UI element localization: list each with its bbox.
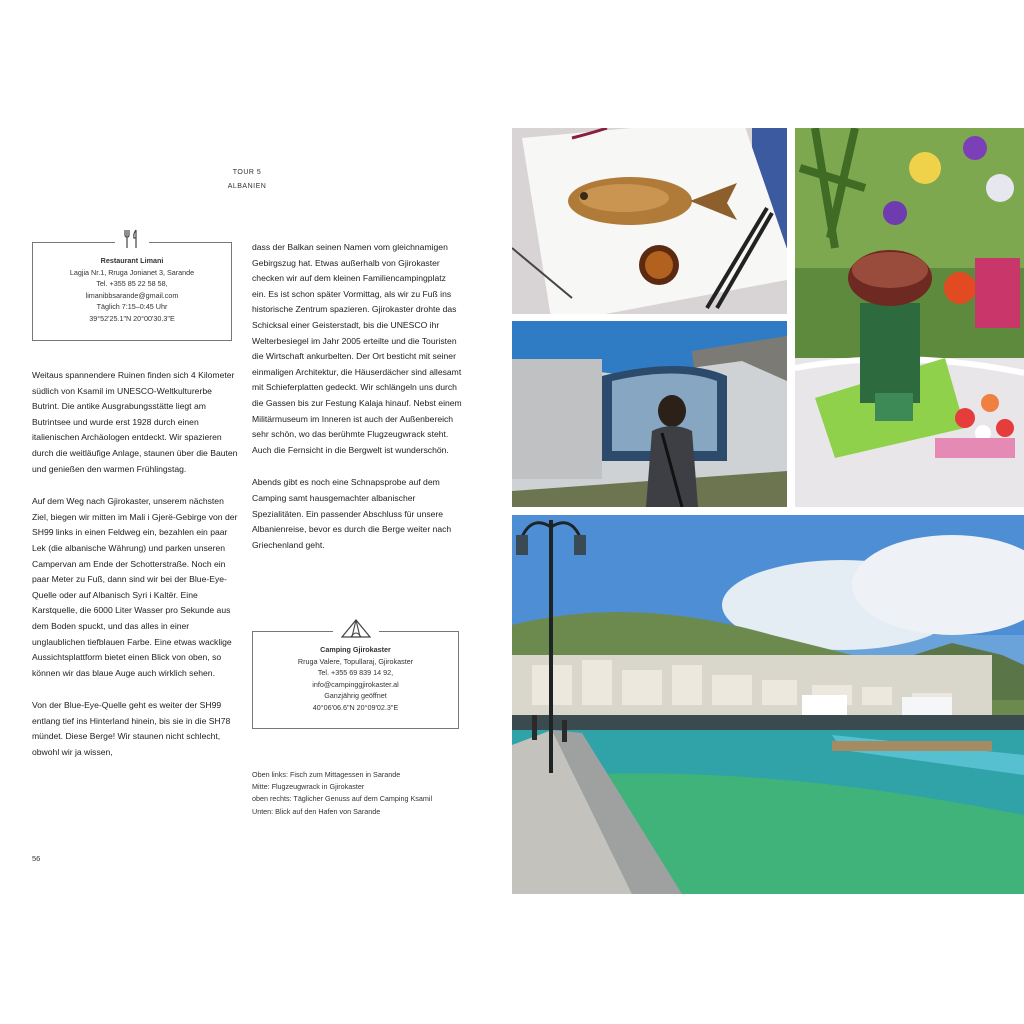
restaurant-email: limanibbsarande@gmail.com [85,290,179,300]
running-head-tour: TOUR 5 [232,169,262,176]
grilled-fish-photo [512,128,787,314]
restaurant-hours: Täglich 7:15–0:45 Uhr [96,302,168,311]
restaurant-phone: Tel. +355 85 22 58 58, [96,279,168,288]
dessert-table-photo [795,128,1024,507]
body-paragraph: Weitaus spannendere Ruinen finden sich 4 Kilometer südlich von Ksamil im UNESCO-Weltkulturerbe Butrint. Die antike Ausgrabungsstätte liegt am Butrintsee und wurde erst 1928 durch einen italienischen Archäologen entdeckt. Wir spazieren durch die weitläufige Anlage, staunen über die Bauten und genießen den warmen Frühlingstag. [32,370,238,474]
running-head-region: ALBANIEN [227,183,267,190]
left-text-column [32,368,240,778]
caption-middle: Mitte: Flugzeugwrack in Gjirokaster [252,782,365,792]
restaurant-info-box [32,242,232,341]
running-head [212,166,282,194]
camping-name: Camping Gjirokaster [320,645,391,654]
tent-icon [333,616,379,640]
camping-phone: Tel. +355 69 839 14 92, [317,668,394,677]
sarande-harbour-photo [512,515,1024,894]
body-paragraph: dass der Balkan seinen Namen vom gleichnamigen Gebirgszug hat. Etwas außerhalb von Gjirokaster checken wir auf dem kleinen Familiencampingplatz ein. Es ist schon später Vormittag, als wir zu Fuß ins historische Zentrum spazieren. Gjirokaster drohte das Schicksal einer Geisterstadt, bis die UNESCO ihr Welterbesiegel im Jahr 2005 erteilte und die Touristen die Wirtschaft ankurbelten. Der Ort besticht mit seiner einmaligen Architektur, die Häuserdächer sind allesamt mit Schieferplatten gedeckt. Wir schlängeln uns durch die Gassen bis zur Festung Kalaja hinauf. Nebst einem Militärmuseum im Inneren ist auch der Außenbereich sehr schön, wo das berühmte Flugzeugwrack steht. Auch die Fernsicht in die Bergwelt ist wunderschön. [252,242,462,455]
photo-captions [252,769,472,818]
caption-top-left: Oben links: Fisch zum Mittagessen in Sarande [252,770,401,779]
page-number: 56 [32,854,41,863]
restaurant-name: Restaurant Limani [100,256,164,265]
camping-season: Ganzjährig geöffnet [324,691,387,700]
camping-address: Rruga Valere, Topullaraj, Gjirokaster [297,656,414,666]
cutlery-icon [115,227,149,251]
restaurant-coordinates: 39°52'25.1"N 20°00'30.3"E [89,313,175,323]
body-paragraph: Auf dem Weg nach Gjirokaster, unserem nächsten Ziel, biegen wir mitten im Mali i Gjerë-Gebirge von der SH99 links in einen Feldweg ein, bezahlen ein paar Lek (die albanische Währung) und parken unseren Campervan am Ende der Schotterstraße. Noch ein paar Meter zu Fuß, dann sind wir bei der Blue-Eye-Quelle oder auf Albanisch Syri i Kaltër. Eine Karstquelle, die 6000 Liter Wasser pro Sekunde aus dem Boden spuckt, und das alles in einer unglaublichen tiefblauen Farbe. Eine etwas wacklige Aussichtsplattform bietet einen Blick von oben, so können wir das blaue Auge auch wirklich sehen. [32,496,238,678]
body-paragraph: Abends gibt es noch eine Schnapsprobe auf dem Camping samt hausgemachter albanischer Spezialitäten. Ein passender Abschluss für unsere Albanienreise, bevor es durch die Berge weiter nach Griechenland geht. [252,477,452,550]
body-paragraph: Von der Blue-Eye-Quelle geht es weiter der SH99 entlang tief ins Hinterland hinein, bis sie in die SH78 mündet. Diese Berge! Wir staunen nicht schlecht, obwohl wir ja wissen, [32,700,231,758]
caption-top-right: oben rechts: Täglicher Genuss auf dem Camping Ksamil [252,794,433,804]
plane-wreck-photo [512,321,787,507]
caption-bottom: Unten: Blick auf den Hafen von Sarande [252,806,381,816]
middle-text-column [252,240,462,570]
camping-email: info@campinggjirokaster.al [312,679,399,689]
restaurant-address: Lagjia Nr.1, Rruga Jonianet 3, Sarande [69,267,195,277]
camping-coordinates: 40°06'06.6"N 20°09'02.3"E [312,702,399,712]
camping-info-box [252,631,459,729]
